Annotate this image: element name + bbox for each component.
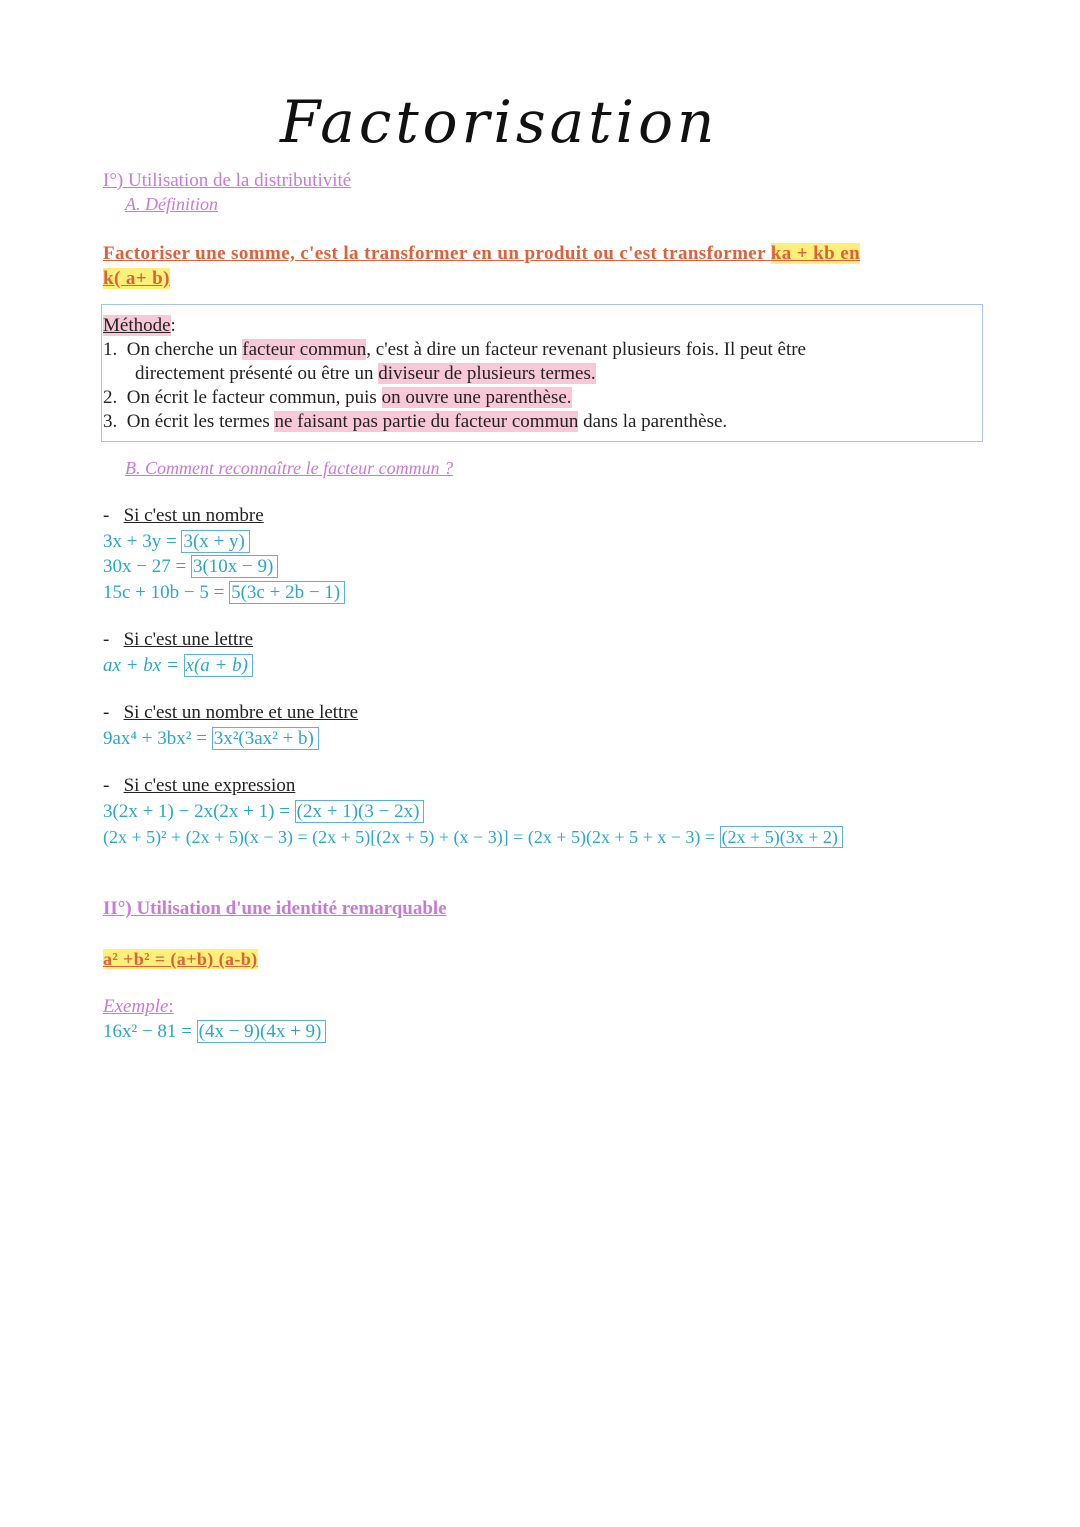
step3-num: 3.: [103, 411, 118, 432]
ex-rhs: (2x + 1)(3 − 2x): [295, 800, 425, 823]
step1-num: 1.: [103, 339, 118, 360]
example-colon: :: [168, 996, 174, 1017]
step3-highlight: ne faisant pas partie du facteur commun: [274, 411, 579, 432]
case-number-ex1: [103, 531, 250, 553]
step1-text-b: , c'est à dire un facteur revenant plusieurs fois. Il peut être: [366, 339, 806, 360]
step2-text: On écrit le facteur commun, puis: [126, 387, 382, 408]
step1-text-c: directement présenté ou être un: [135, 363, 379, 384]
ex-lhs: 16x² − 81 =: [103, 1021, 197, 1042]
section1-subheading-b: B. Comment reconnaître le facteur commun ?: [125, 458, 454, 478]
definition-line2: [103, 268, 170, 290]
example-equation: [103, 1021, 326, 1043]
definition-highlight: ka + kb en: [770, 243, 861, 264]
ex-rhs: (4x − 9)(4x + 9): [197, 1020, 327, 1043]
case-expression-ex1: [103, 801, 424, 823]
case-number-letter-ex1: [103, 728, 319, 750]
ex-lhs: 9ax⁴ + 3bx² =: [103, 728, 212, 749]
case-letter-text: Si c'est une lettre: [123, 629, 254, 650]
case-number-ex3: [103, 582, 345, 604]
ex-lhs: ax + bx =: [103, 655, 184, 676]
definition-highlight-2: k( a+ b): [103, 268, 170, 289]
case-expression-text: Si c'est une expression: [123, 775, 296, 796]
method-step-3: [103, 411, 727, 433]
section2-heading: II°) Utilisation d'une identité remarquable: [103, 898, 447, 919]
example-label-text: Exemple: [103, 996, 169, 1017]
definition-text: Factoriser une somme, c'est la transformer en un produit ou c'est transformer: [103, 243, 771, 264]
ex-rhs: 3(x + y): [181, 530, 249, 553]
step2-highlight: on ouvre une parenthèse.: [381, 387, 572, 408]
section1-subheading-a: A. Définition: [125, 194, 218, 214]
page-title: Factorisation: [280, 88, 719, 156]
ex-rhs: 5(3c + 2b − 1): [229, 581, 345, 604]
step2-num: 2.: [103, 387, 118, 408]
step3-text-a: On écrit les termes: [126, 411, 275, 432]
method-step-1: [103, 339, 806, 361]
ex-rhs: 3(10x − 9): [191, 555, 278, 578]
ex-lhs: 15c + 10b − 5 =: [103, 582, 230, 603]
method-colon: :: [170, 315, 176, 336]
case-letter-ex1: [103, 655, 253, 677]
step1-highlight-1: facteur commun: [242, 339, 367, 360]
method-step-2: [103, 387, 572, 409]
case-number-letter-label: - Si c'est un nombre et une lettre: [103, 702, 359, 723]
step1-text-a: On cherche un: [126, 339, 243, 360]
definition-line1: [103, 243, 860, 265]
method-step-1-cont: [135, 363, 596, 385]
case-letter-label: - Si c'est une lettre: [103, 629, 254, 650]
ex-lhs: (2x + 5)² + (2x + 5)(x − 3) = (2x + 5)[(2x + 5) + (x − 3)] = (2x + 5)(2x + 5 + x − 3) =: [103, 827, 720, 847]
method-title: Méthode: [103, 315, 171, 336]
case-expression-ex2: [103, 827, 843, 848]
section1-heading: I°) Utilisation de la distributivité: [103, 170, 352, 191]
identity-highlight: a² +b² = (a+b) (a-b): [103, 949, 258, 969]
step3-text-b: dans la parenthèse.: [578, 411, 728, 432]
ex-rhs: (2x + 5)(3x + 2): [720, 826, 843, 848]
ex-lhs: 3x + 3y =: [103, 531, 182, 552]
ex-rhs: 3x²(3ax² + b): [212, 727, 319, 750]
case-number-ex2: [103, 556, 278, 578]
identity: [103, 949, 258, 970]
case-expression-label: - Si c'est une expression: [103, 775, 296, 796]
case-number-label: - Si c'est un nombre: [103, 505, 264, 526]
ex-lhs: 3(2x + 1) − 2x(2x + 1) =: [103, 801, 295, 822]
step1-highlight-2: diviseur de plusieurs termes.: [378, 363, 596, 384]
case-number-letter-text: Si c'est un nombre et une lettre: [123, 702, 359, 723]
ex-lhs: 30x − 27 =: [103, 556, 191, 577]
method-label: [103, 315, 176, 337]
ex-rhs: x(a + b): [184, 654, 253, 677]
example-label: [103, 996, 174, 1018]
case-number-text: Si c'est un nombre: [123, 505, 264, 526]
